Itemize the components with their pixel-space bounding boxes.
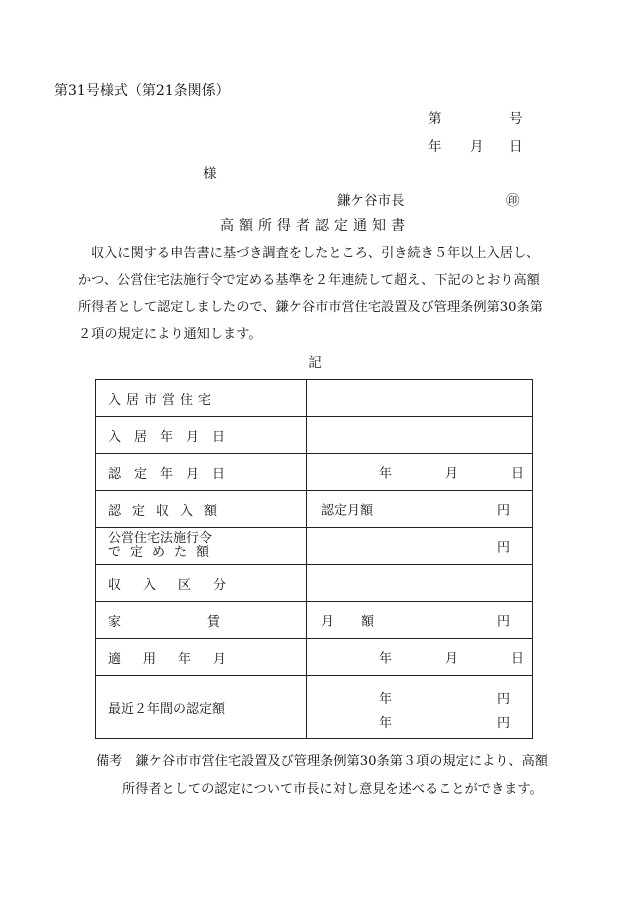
- value-residence[interactable]: [307, 380, 533, 417]
- value-ordinance-amount[interactable]: [307, 528, 533, 565]
- recent-year-unit-1: 年: [379, 692, 393, 707]
- value-certification-date[interactable]: [307, 454, 533, 491]
- issue-date-month: 月: [470, 139, 484, 155]
- issue-date-year: 年: [428, 139, 442, 155]
- remarks-line-2: 所得者としての認定について市長に対し意見を述べることができます。: [122, 782, 543, 797]
- monthly-certified-label: 認定月額: [321, 503, 374, 519]
- certification-table: [95, 379, 533, 739]
- value-income-class[interactable]: [307, 565, 533, 602]
- cert-year-unit: 年: [379, 466, 393, 482]
- cert-day-unit: 日: [511, 466, 525, 482]
- applicable-month-unit: 月: [445, 651, 459, 667]
- notice-body: [78, 240, 560, 348]
- addressee-suffix: 様: [203, 166, 217, 182]
- rent-month-label: 月: [321, 614, 335, 630]
- value-certified-income[interactable]: [307, 491, 533, 528]
- value-move-in-date[interactable]: [307, 417, 533, 454]
- table-row: [96, 602, 533, 639]
- issuer-name: 鎌ケ谷市長: [337, 193, 405, 209]
- issue-date-day: 日: [509, 139, 523, 155]
- remarks-note: [96, 748, 548, 804]
- applicable-day-unit: 日: [511, 651, 525, 667]
- income-yen-unit: 円: [496, 503, 510, 519]
- table-row: [96, 639, 533, 676]
- label-recent-two-years: 最近２年間の認定額: [96, 676, 307, 739]
- recent-yen-unit-2: 円: [496, 716, 510, 731]
- seal-mark: ㊞: [506, 193, 520, 209]
- document-title: 高額所得者認定通知書: [220, 218, 410, 234]
- label-applicable-month: 適用年月: [96, 639, 307, 676]
- label-move-in-date: 入居年月日: [96, 417, 307, 454]
- label-income-class: 収入区分: [96, 565, 307, 602]
- value-recent-two-years[interactable]: [307, 676, 533, 739]
- label-certification-date: 認定年月日: [96, 454, 307, 491]
- remarks-line-1: 備考 鎌ケ谷市市営住宅設置及び管理条例第30条第３項の規定により、高額: [96, 754, 548, 769]
- table-row: [96, 380, 533, 417]
- body-line-1: 収入に関する申告書に基づき調査をしたところ、引き続き５年以上入居し、: [91, 246, 540, 261]
- table-row: [96, 565, 533, 602]
- body-line-4: ２項の規定により通知します。: [78, 327, 262, 342]
- rent-amount-label: 額: [361, 614, 375, 630]
- label-residence: 入居市営住宅: [96, 380, 307, 417]
- body-line-3: 所得者として認定しましたので、鎌ケ谷市市営住宅設置及び管理条例第30条第: [78, 300, 543, 315]
- table-row: [96, 417, 533, 454]
- applicable-year-unit: 年: [379, 651, 393, 667]
- form-number-label: 第31号様式（第21条関係）: [54, 83, 230, 99]
- table-row: [96, 454, 533, 491]
- ordinance-yen-unit: 円: [496, 540, 510, 556]
- document-number-suffix: 号: [509, 111, 523, 127]
- value-rent[interactable]: [307, 602, 533, 639]
- label-ordinance-amount: 公営住宅法施行令 で定めた額: [96, 528, 307, 565]
- body-line-2: かつ、公営住宅法施行令で定める基準を２年連続して超え、下記のとおり高額: [78, 273, 540, 288]
- label-rent: 家賃: [96, 602, 307, 639]
- recent-year-unit-2: 年: [379, 716, 393, 731]
- table-row: [96, 528, 533, 565]
- recent-yen-unit-1: 円: [496, 692, 510, 707]
- document-number-prefix: 第: [428, 111, 442, 127]
- label-certified-income: 認定収入額: [96, 491, 307, 528]
- cert-month-unit: 月: [445, 466, 459, 482]
- table-row: [96, 676, 533, 739]
- table-row: [96, 491, 533, 528]
- record-heading: 記: [308, 355, 322, 371]
- value-applicable-month[interactable]: [307, 639, 533, 676]
- rent-yen-unit: 円: [496, 614, 510, 630]
